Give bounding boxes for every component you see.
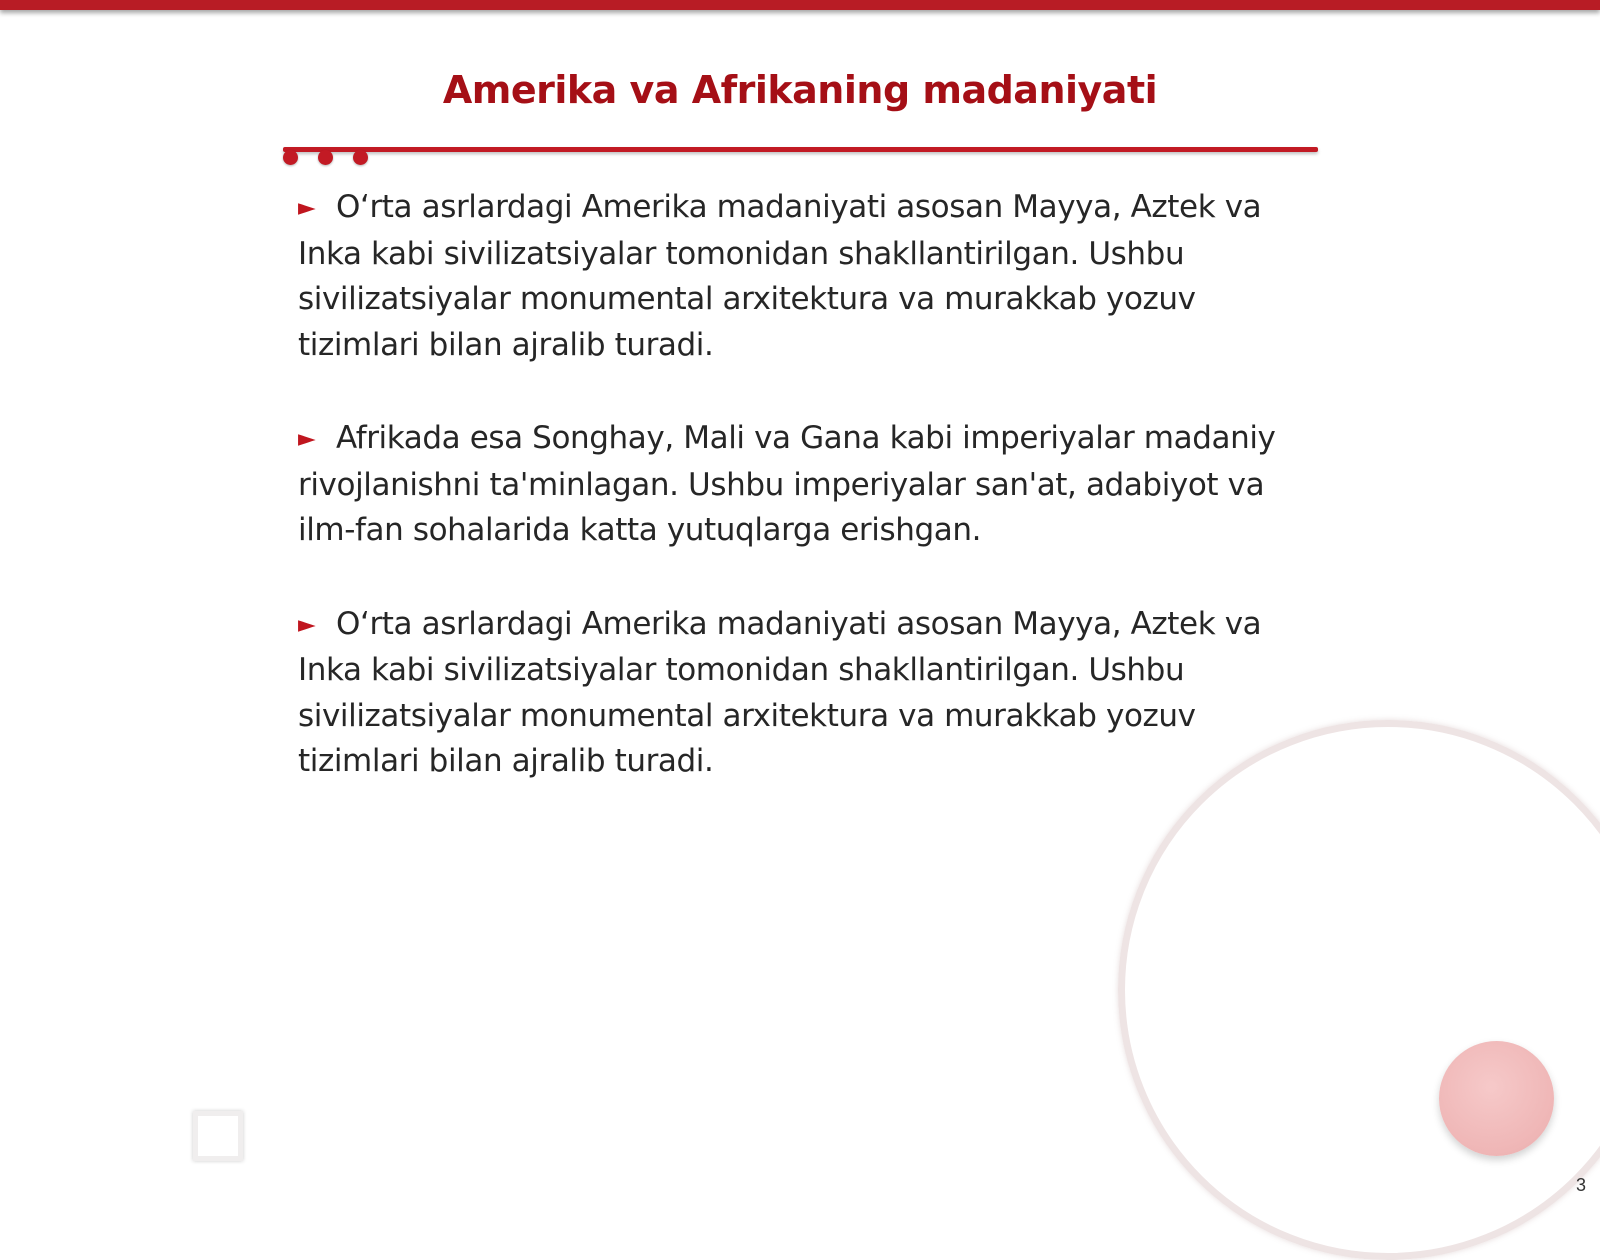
bullet-paragraph-3	[298, 602, 1298, 785]
bullet-arrow-icon: ►	[298, 195, 316, 221]
bullet-paragraph-1	[298, 185, 1298, 368]
title-dot-3	[353, 150, 368, 165]
title-dot-1	[283, 150, 298, 165]
bullet-arrow-icon: ►	[298, 426, 316, 452]
title-dot-2	[318, 150, 333, 165]
decorative-pink-circle	[1439, 1041, 1554, 1156]
bullet-text-3: O‘rta asrlardagi Amerika madaniyati asosan Mayya, Aztek va Inka kabi sivilizatsiyalar tomonidan shakllantirilgan. Ushbu sivilizatsiyalar monumental arxitektura va murakkab yozuv tizimlari bilan ajralib turadi.	[298, 605, 1262, 779]
page-number: 3	[1575, 1175, 1586, 1195]
bullet-list	[298, 185, 1298, 833]
bullet-arrow-icon: ►	[298, 611, 316, 638]
decorative-square	[193, 1111, 243, 1161]
top-accent-bar	[0, 0, 1600, 10]
title-underline	[283, 147, 1318, 152]
bullet-text-2: Afrikada esa Songhay, Mali va Gana kabi imperiyalar madaniy rivojlanishni ta'minlagan. Ushbu imperiyalar san'at, adabiyot va ilm-fan sohalarida katta yutuqlarga erishgan.	[298, 420, 1276, 548]
bullet-paragraph-2	[298, 416, 1298, 554]
bullet-text-1: O‘rta asrlardagi Amerika madaniyati asosan Mayya, Aztek va Inka kabi sivilizatsiyalar tomonidan shakllantirilgan. Ushbu sivilizatsiyalar monumental arxitektura va murakkab yozuv tizimlari bilan ajralib turadi.	[298, 189, 1262, 363]
slide-title: Amerika va Afrikaning madaniyati	[442, 68, 1158, 112]
